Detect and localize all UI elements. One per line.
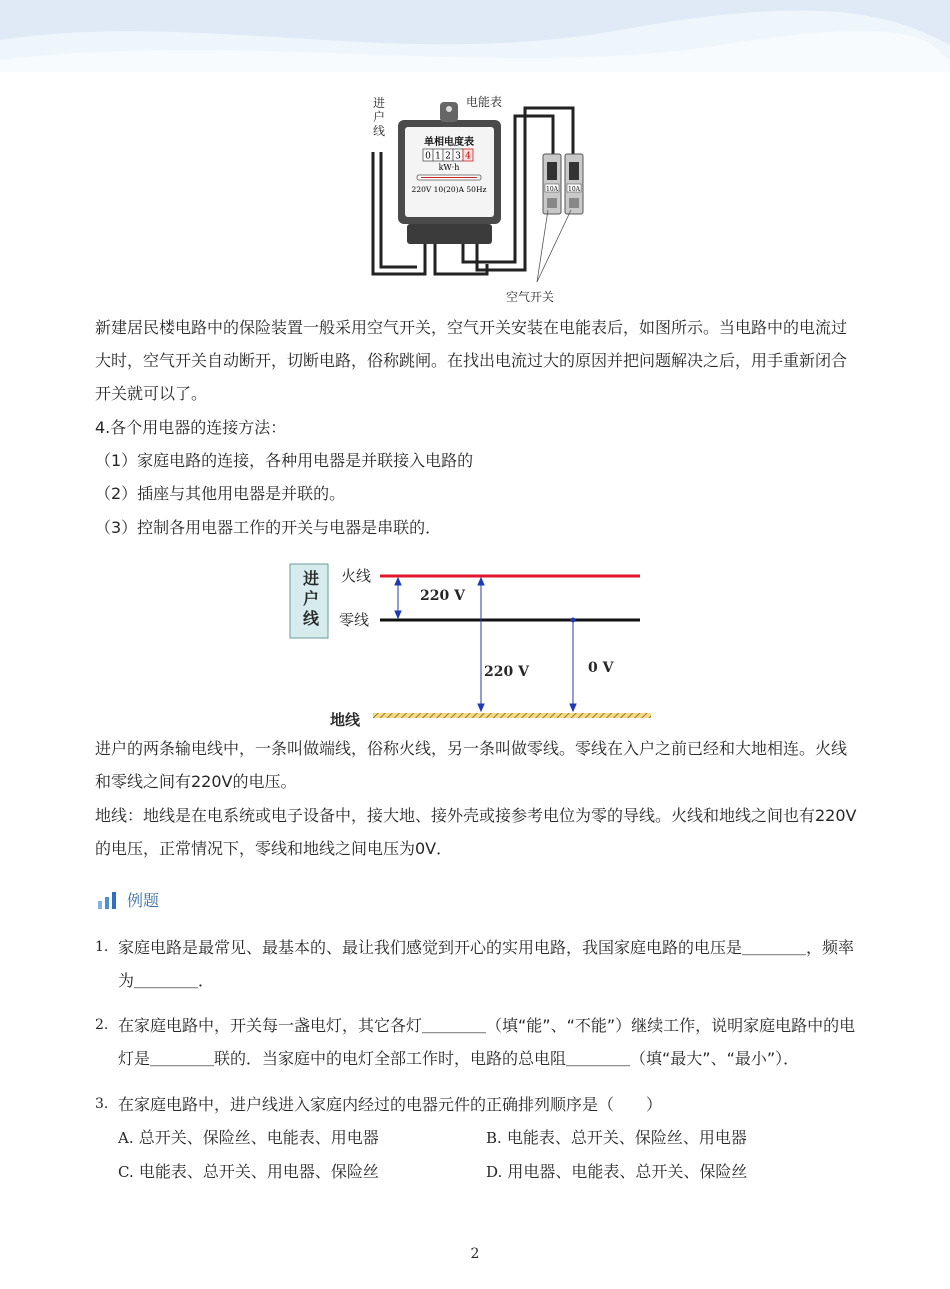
paragraph-wires: 进户的两条输电线中，一条叫做端线，俗称火线，另一条叫做零线。零线在入户之前已经和大地相连。火线和零线之间有220V的电压。 — [95, 739, 848, 791]
breaker-1 — [543, 154, 561, 214]
label-incoming-line: 进户线 — [373, 96, 386, 138]
question-number: 2. — [95, 1017, 109, 1033]
meter-spec: 220V 10(20)A 50Hz — [411, 185, 487, 194]
option-letter: D. — [486, 1163, 503, 1181]
meter-digits — [423, 149, 473, 162]
question-number: 1. — [95, 939, 109, 955]
option-b — [486, 1121, 747, 1155]
meter-digit: 1 — [435, 151, 441, 162]
paragraph-breaker: 新建居民楼电路中的保险装置一般采用空气开关，空气开关安装在电能表后，如图所示。当电路中的电流过大时，空气开关自动断开，切断电路，俗称跳闸。在找出电流过大的原因并把问题解决之后，用手重新闭合开关就可以了。 — [95, 318, 848, 403]
point4-item-1: （1）家庭电路的连接，各种用电器是并联接入电路的 — [95, 451, 474, 470]
page-number: 2 — [470, 1246, 480, 1262]
header-decoration — [0, 0, 950, 72]
meter-digit: 4 — [465, 151, 471, 162]
label-meter: 电能表 — [466, 95, 503, 109]
voltage-live-ground: 220 V — [484, 664, 529, 680]
option-letter: A. — [118, 1129, 134, 1147]
option-a — [118, 1121, 379, 1155]
question-text: 家庭电路是最常见、最基本的、最让我们感觉到开心的实用电路，我国家庭电路的电压是＿＿＿＿，频率为＿＿＿＿． — [118, 938, 855, 990]
ground-wire-label: 地线 — [330, 711, 361, 729]
point4-item-3: （3）控制各用电器工作的开关与电器是串联的． — [95, 518, 442, 537]
point4-item-2: （2）插座与其他用电器是并联的。 — [95, 484, 346, 503]
label-breaker: 空气开关 — [506, 290, 555, 304]
question-3 — [95, 1088, 865, 1121]
example-section-heading — [97, 888, 159, 911]
point4-heading: 4.各个用电器的连接方法： — [95, 418, 287, 437]
question-2 — [95, 1009, 865, 1075]
meter-digit: 0 — [425, 151, 431, 162]
option-text: 用电器、电能表、总开关、保险丝 — [507, 1162, 748, 1181]
voltage-live-neutral: 220 V — [420, 588, 465, 604]
meter-unit: kW·h — [438, 163, 460, 172]
meter-digit: 2 — [445, 151, 451, 162]
meter-title: 单相电度表 — [424, 137, 474, 148]
breaker-2 — [565, 154, 583, 214]
option-letter: C. — [118, 1163, 134, 1181]
ground-line — [373, 713, 651, 718]
live-wire-label: 火线 — [341, 567, 372, 585]
bar-chart-icon — [97, 890, 117, 910]
question-1 — [95, 931, 865, 997]
meter-digit: 3 — [455, 151, 461, 162]
question-number: 3. — [95, 1096, 109, 1112]
option-letter: B. — [486, 1129, 502, 1147]
paragraph-ground-wire: 地线：地线是在电系统或电子设备中，接大地、接外壳或接参考电位为零的导线。火线和地线之间也有220V的电压，正常情况下，零线和地线之间电压为0V． — [95, 806, 857, 858]
question-text: 在家庭电路中，进户线进入家庭内经过的电器元件的正确排列顺序是（ ） — [118, 1095, 663, 1114]
option-d — [486, 1155, 747, 1189]
option-c — [118, 1155, 379, 1189]
option-text: 电能表、总开关、用电器、保险丝 — [138, 1162, 379, 1181]
svg-text:10A: 10A — [546, 186, 558, 193]
incoming-line-label: 进户线 — [302, 569, 319, 628]
voltage-neutral-ground: 0 V — [588, 660, 614, 676]
neutral-wire-label: 零线 — [339, 611, 370, 629]
example-section-title: 例题 — [127, 891, 160, 910]
svg-text:10A: 10A — [568, 186, 580, 193]
option-text: 电能表、总开关、保险丝、用电器 — [506, 1128, 747, 1147]
option-text: 总开关、保险丝、电能表、用电器 — [138, 1128, 379, 1147]
meter-breaker-figure — [365, 92, 595, 307]
question-text: 在家庭电路中，开关每一盏电灯，其它各灯＿＿＿＿（填“能”、“不能”）继续工作，说明家庭电路中的电灯是＿＿＿＿联的．当家庭中的电灯全部工作时，电路的总电阻＿＿＿＿（填“最大”、“最小”）． — [118, 1016, 856, 1068]
